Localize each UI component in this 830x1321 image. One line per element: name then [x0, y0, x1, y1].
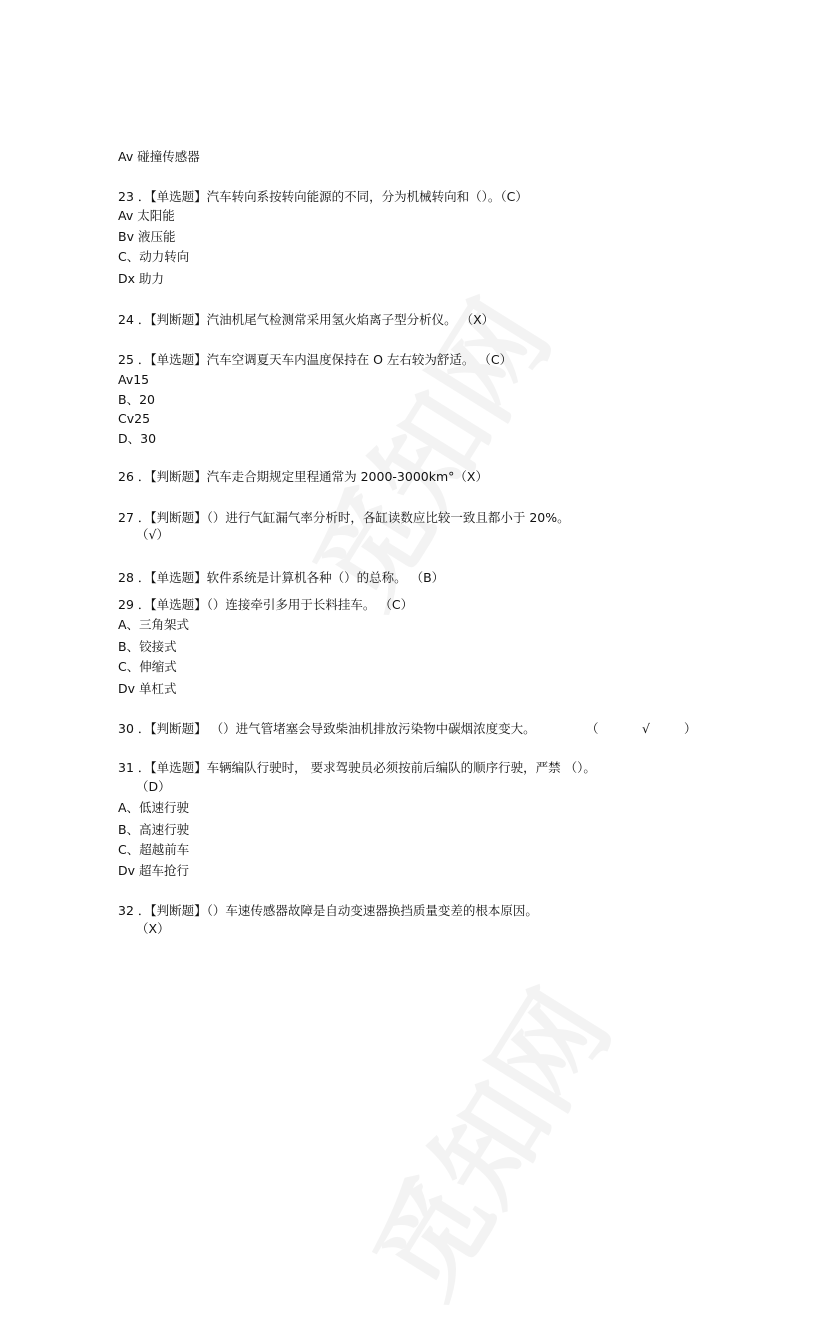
- answer-27: （√）: [136, 527, 169, 542]
- question-24: 24 ．【判断题】汽油机尾气检测常采用氢火焰离子型分析仪。 （X）: [118, 312, 495, 327]
- question-23: 23 ．【单选题】汽车转向系按转向能源的不同，分为机械转向和（）。（C）: [118, 189, 528, 204]
- question-29: 29 ．【单选题】（）连接牵引多用于长料挂车。 （C）: [118, 597, 414, 612]
- option-line: C、超越前车: [118, 842, 190, 857]
- answer-31: （D）: [136, 779, 171, 794]
- question-30: 30 ．【判断题】 （）进气管堵塞会导致柴油机排放污染物中碳烟浓度变大。: [118, 721, 536, 736]
- answer-30-close: ）: [684, 721, 697, 736]
- option-line: D、30: [118, 431, 157, 446]
- option-line: A、低速行驶: [118, 800, 190, 815]
- option-line: B、高速行驶: [118, 822, 190, 837]
- option-line: Cv25: [118, 411, 151, 426]
- question-28: 28 ．【单选题】软件系统是计算机各种（）的总称。 （B）: [118, 570, 445, 585]
- answer-30-mark: √: [642, 721, 650, 736]
- option-line: Dv 单杠式: [118, 681, 177, 696]
- question-25: 25 ．【单选题】汽车空调夏天车内温度保持在 O 左右较为舒适。 （C）: [118, 352, 513, 367]
- option-line: C、动力转向: [118, 249, 190, 264]
- option-line: A、三角架式: [118, 617, 190, 632]
- answer-30-open: （: [586, 721, 599, 736]
- option-line: Dx 助力: [118, 271, 164, 286]
- option-line: Bv 液压能: [118, 229, 176, 244]
- question-31: 31 ．【单选题】车辆编队行驶时， 要求驾驶员必须按前后编队的顺序行驶，严禁 （）。: [118, 760, 596, 775]
- question-27: 27 ．【判断题】（）进行气缸漏气率分析时，各缸读数应比较一致且都小于 20%。: [118, 510, 570, 525]
- option-line: Dv 超车抢行: [118, 863, 189, 878]
- question-32: 32 ．【判断题】（）车速传感器故障是自动变速器换挡质量变差的根本原因。: [118, 903, 538, 918]
- option-line: Av 碰撞传感器: [118, 149, 200, 164]
- answer-32: （X）: [136, 921, 170, 936]
- question-26: 26 ．【判断题】汽车走合期规定里程通常为 2000-3000km°（X）: [118, 469, 488, 484]
- option-line: Av 太阳能: [118, 208, 175, 223]
- watermark-bottom: [331, 957, 640, 1321]
- option-line: Av15: [118, 372, 150, 387]
- option-line: B、20: [118, 392, 155, 407]
- option-line: C、伸缩式: [118, 659, 177, 674]
- option-line: B、铰接式: [118, 639, 177, 654]
